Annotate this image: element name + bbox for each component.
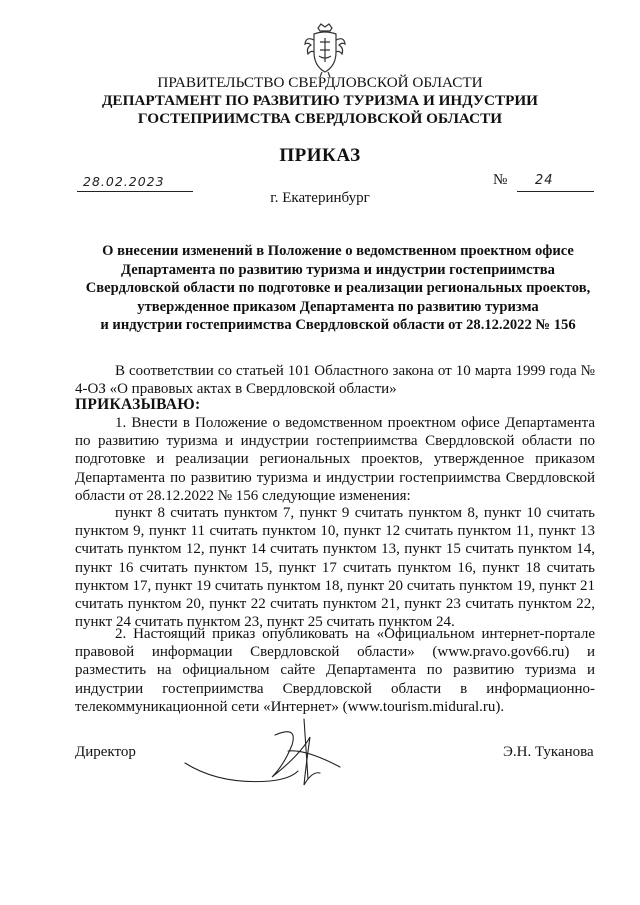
order-keyword: ПРИКАЗЫВАЮ:: [75, 396, 201, 413]
handwritten-number: 24: [535, 173, 554, 188]
title-line: утвержденное приказом Департамента по развитию туризма: [137, 298, 539, 315]
preamble-paragraph: [75, 362, 595, 398]
handwritten-signature: [180, 715, 350, 805]
number-label: №: [493, 172, 508, 188]
coat-of-arms-icon: [302, 22, 348, 78]
handwritten-date: 28.02.2023: [83, 174, 165, 189]
title-line: Свердловской области по подготовке и реализации региональных проектов,: [85, 280, 591, 296]
item-1-paragraph: 1. Внести в Положение о ведомственном проектном офисе Департамента по развитию туризма и индустрии гостеприимства Свердловской области по подготовке и реализации региональных проектов, утвержденное приказом Департамента по развитию туризма и индустрии гостеприимства Свердловской области от 28.12.2022 № 156 следующие изменения:: [75, 415, 595, 504]
signatory-position: Директор: [75, 744, 136, 760]
city: г. Екатеринбург: [270, 190, 370, 206]
document-type: ПРИКАЗ: [279, 145, 361, 166]
title-line: О внесении изменений в Положение о ведомственном проектном офисе: [102, 243, 574, 259]
government-name: ПРАВИТЕЛЬСТВО СВЕРДЛОВСКОЙ ОБЛАСТИ: [157, 74, 483, 91]
signatory-name: Э.Н. Туканова: [503, 744, 594, 760]
document-title: [80, 242, 596, 335]
department-name-line1: ДЕПАРТАМЕНТ ПО РАЗВИТИЮ ТУРИЗМА И ИНДУСТРИИ: [101, 92, 538, 109]
preamble-text: В соответствии со статьей 101 Областного закона от 10 марта 1999 года № 4-ОЗ «О правовых актах в Свердловской области»: [75, 363, 595, 398]
title-line: Департамента по развитию туризма и индустрии гостеприимства: [121, 261, 555, 278]
title-line: и индустрии гостеприимства Свердловской области от 28.12.2022 № 156: [100, 317, 576, 333]
item-2-paragraph: 2. Настоящий приказ опубликовать на «Официальном интернет-портале правовой информации Свердловской области» (www.pravo.gov66.ru) и разместить на официальном сайте Департамента по развитию туризма и индустрии гостеприимства Свердловской области в информационно-телекоммуникационной сети «Интернет» (www.tourism.midural.ru).: [75, 626, 595, 715]
department-name-line2: ГОСТЕПРИИМСТВА СВЕРДЛОВСКОЙ ОБЛАСТИ: [137, 110, 503, 127]
item-1-renumbering-list: пункт 8 считать пунктом 7, пункт 9 считать пунктом 8, пункт 10 считать пунктом 9, пункт 11 считать пунктом 10, пункт 12 считать пунктом 11, пункт 13 считать пунктом 12, пункт 14 считать пунктом 13, пункт 15 считать пунктом 14, пункт 16 считать пунктом 15, пункт 17 считать пунктом 16, пункт 18 считать пунктом 17, пункт 19 считать пунктом 18, пункт 20 считать пунктом 19, пункт 21 считать пунктом 20, пункт 22 считать пунктом 21, пункт 23 считать пунктом 22, пункт 24 считать пунктом 23, пункт 25 считать пунктом 24.: [75, 505, 595, 631]
